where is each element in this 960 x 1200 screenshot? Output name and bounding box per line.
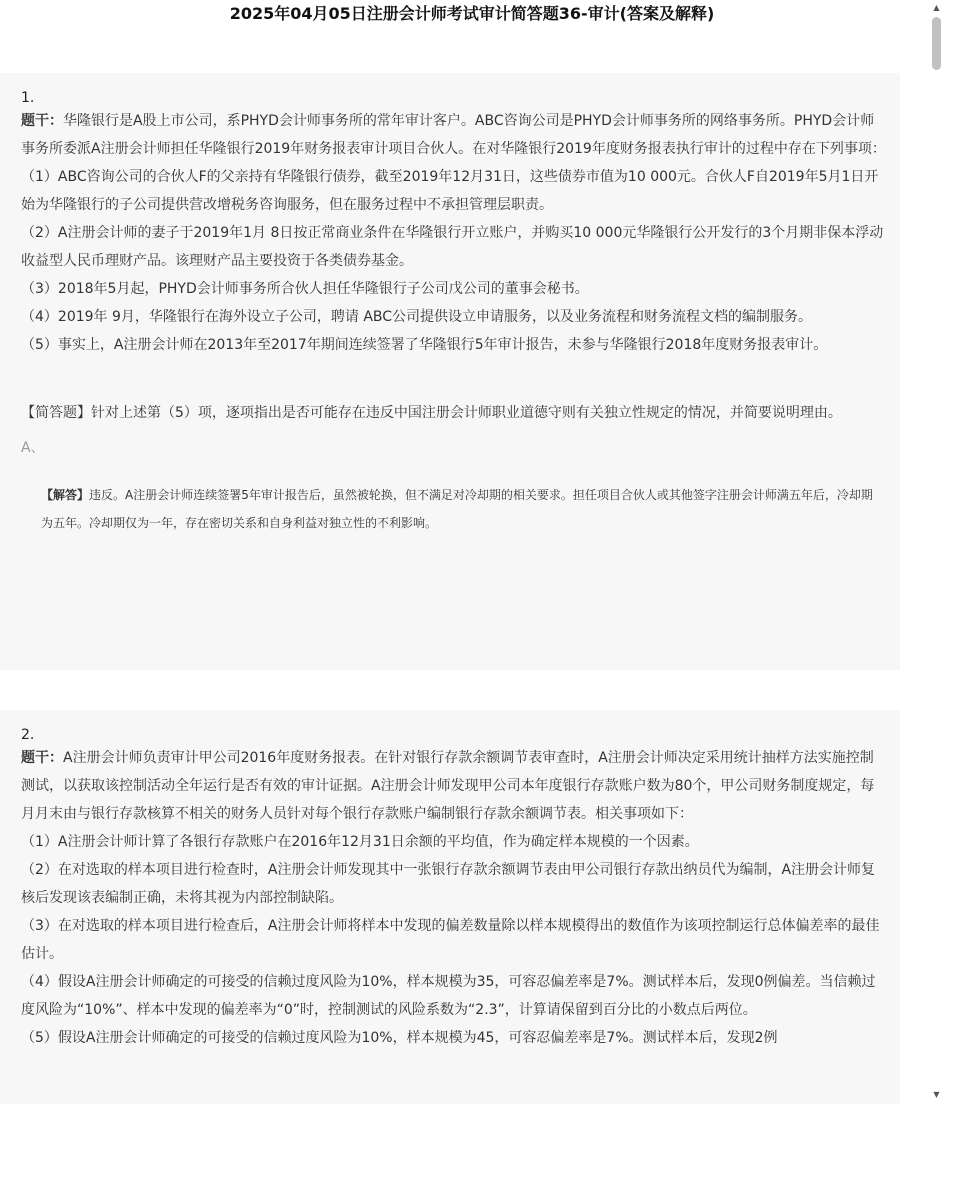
question-item: （1）ABC咨询公司的合伙人F的父亲持有华隆银行债券，截至2019年12月31日，这些债券市值为10 000元。合伙人F自2019年5月1日开始为华隆银行的子公司提供营改增税务咨询服务，但在服务过程中不承担管理层职责。 bbox=[21, 169, 879, 213]
answer-explanation bbox=[41, 481, 880, 537]
question-number: 2. bbox=[21, 727, 35, 743]
scroll-thumb[interactable] bbox=[932, 17, 941, 70]
question-item: （5）假设A注册会计师确定的可接受的信赖过度风险为10%，样本规模为45，可容忍偏差率是7%。测试样本后，发现2例 bbox=[21, 1030, 778, 1046]
answer-text: 违反。A注册会计师连续签署5年审计报告后，虽然被轮换，但不满足对冷却期的相关要求。担任项目合伙人或其他签字注册会计师满五年后，冷却期为五年。冷却期仅为一年，存在密切关系和自身利益对独立性的不利影响。 bbox=[41, 488, 873, 530]
question-card bbox=[0, 73, 900, 670]
question-item: （1）A注册会计师计算了各银行存款账户在2016年12月31日余额的平均值，作为确定样本规模的一个因素。 bbox=[21, 834, 699, 850]
question-prompt: 【简答题】针对上述第（5）项，逐项指出是否可能存在违反中国注册会计师职业道德守则有关独立性规定的情况，并简要说明理由。 bbox=[21, 405, 842, 421]
question-stem bbox=[21, 107, 900, 163]
vertical-scrollbar[interactable] bbox=[929, 0, 944, 1104]
question-item: （3）在对选取的样本项目进行检查后，A注册会计师将样本中发现的偏差数量除以样本规模得出的数值作为该项控制运行总体偏差率的最佳估计。 bbox=[21, 918, 880, 962]
scroll-up-arrow-icon[interactable]: ▲ bbox=[933, 3, 940, 12]
answer-option: A、 bbox=[21, 440, 45, 456]
stem-label: 题干： bbox=[21, 113, 63, 129]
question-item: （5）事实上，A注册会计师在2013年至2017年期间连续签署了华隆银行5年审计报告，未参与华隆银行2018年度财务报表审计。 bbox=[21, 337, 828, 353]
answer-label: 【解答】 bbox=[41, 488, 90, 502]
question-item: （4）假设A注册会计师确定的可接受的信赖过度风险为10%，样本规模为35，可容忍偏差率是7%。测试样本后，发现0例偏差。当信赖过度风险为“10%”、样本中发现的偏差率为“0”时，控制测试的风险系数为“2.3”，计算请保留到百分比的小数点后两位。 bbox=[21, 974, 876, 1018]
stem-text: A注册会计师负责审计甲公司2016年度财务报表。在针对银行存款余额调节表审查时，A注册会计师决定采用统计抽样方法实施控制测试，以获取该控制活动全年运行是否有效的审计证据。A注册会计师发现甲公司本年度银行存款账户数为80个，甲公司财务制度规定，每月月末由与银行存款核算不相关的财务人员针对每个银行存款账户编制银行存款余额调节表。相关事项如下： bbox=[21, 750, 875, 822]
question-card bbox=[0, 710, 900, 1104]
scroll-down-arrow-icon[interactable]: ▼ bbox=[933, 1090, 940, 1099]
question-number: 1. bbox=[21, 90, 35, 106]
question-stem bbox=[21, 744, 900, 828]
stem-text: 华隆银行是A股上市公司，系PHYD会计师事务所的常年审计客户。ABC咨询公司是PHYD会计师事务所的网络事务所。PHYD会计师事务所委派A注册会计师担任华隆银行2019年财务报表审计项目合伙人。在对华隆银行2019年度财务报表执行审计的过程中存在下列事项： bbox=[21, 113, 886, 157]
question-item: （2）在对选取的样本项目进行检查时，A注册会计师发现其中一张银行存款余额调节表由甲公司银行存款出纳员代为编制，A注册会计师复核后发现该表编制正确，未将其视为内部控制缺陷。 bbox=[21, 862, 876, 906]
question-item: （2）A注册会计师的妻子于2019年1月 8日按正常商业条件在华隆银行开立账户，并购买10 000元华隆银行公开发行的3个月期非保本浮动收益型人民币理财产品。该理财产品主要投资于各类债券基金。 bbox=[21, 225, 884, 269]
stem-label: 题干： bbox=[21, 750, 63, 766]
question-item: （3）2018年5月起，PHYD会计师事务所合伙人担任华隆银行子公司戊公司的董事会秘书。 bbox=[21, 281, 589, 297]
question-item: （4）2019年 9月，华隆银行在海外设立子公司，聘请 ABC公司提供设立申请服务，以及业务流程和财务流程文档的编制服务。 bbox=[21, 309, 813, 325]
page-title: 2025年04月05日注册会计师考试审计简答题36-审计(答案及解释) bbox=[229, 4, 715, 23]
